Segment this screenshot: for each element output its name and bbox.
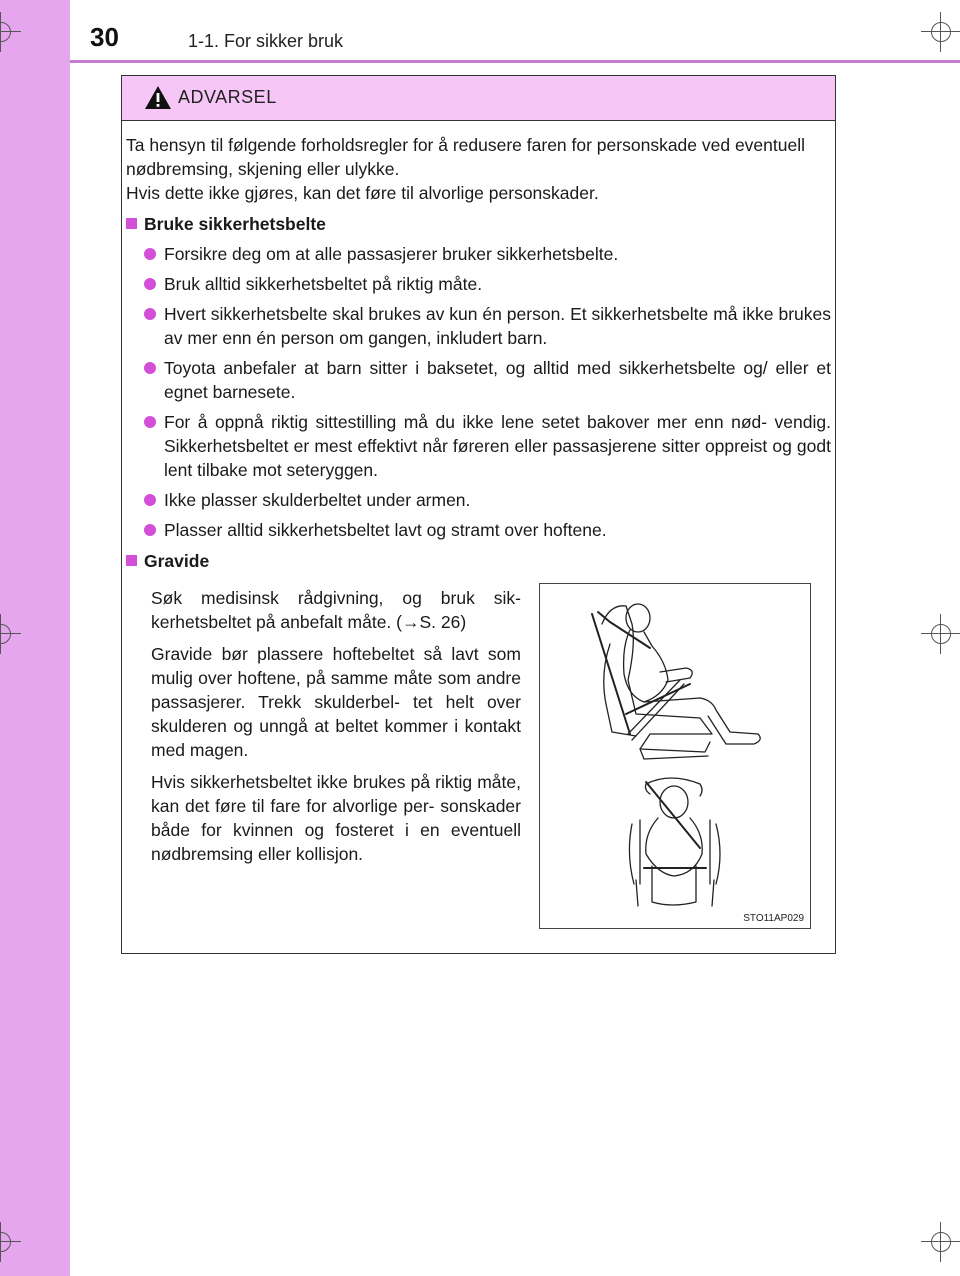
crop-mark-icon [921, 1222, 960, 1262]
crop-mark-icon [0, 614, 21, 654]
circle-bullet-icon [144, 494, 156, 506]
list-item [126, 272, 831, 296]
warning-triangle-icon [144, 85, 172, 110]
list-item [126, 302, 831, 350]
list-item-text: Plasser alltid sikkerhetsbeltet lavt og stramt over hoftene. [164, 520, 607, 540]
crop-mark-icon [0, 1222, 21, 1262]
list-item-text: Bruk alltid sikkerhetsbeltet på riktig måte. [164, 274, 483, 294]
circle-bullet-icon [144, 278, 156, 290]
crop-mark-icon [921, 12, 960, 52]
list-item-text: For å oppnå riktig sittestilling må du ikke lene setet bakover mer enn nød- vendig. Sikkerhetsbeltet er mest effektivt når føreren eller passasjerene sitter oppreist og godt lent tilbake mot seteryggen. [164, 412, 831, 480]
gravide-text [151, 586, 521, 874]
section-heading [126, 549, 831, 573]
list-item [126, 518, 831, 542]
circle-bullet-icon [144, 308, 156, 320]
circle-bullet-icon [144, 362, 156, 374]
intro-paragraph: Ta hensyn til følgende forholdsregler for å redusere faren for personskade ved eventuell nødbremsing, skjening eller ulykke. [126, 135, 806, 179]
list-item-text: Hvert sikkerhetsbelte skal brukes av kun én person. Et sikkerhetsbelte må ikke brukes av mer enn én person om gangen, inkludert barn. [164, 304, 831, 348]
crop-mark-icon [921, 614, 960, 654]
crop-mark-icon [0, 12, 21, 52]
page-number: 30 [90, 22, 119, 52]
square-bullet-icon [126, 555, 137, 566]
seatbelt-illustration [539, 583, 811, 929]
warning-header [122, 76, 835, 121]
paragraph: Søk medisinsk rådgivning, og bruk sik- kerhetsbeltet på anbefalt måte. (→S. 26) [151, 588, 521, 632]
gravide-section [126, 549, 831, 864]
list-item-text: Ikke plasser skulderbeltet under armen. [164, 490, 471, 510]
pregnant-seated-figures-icon [540, 584, 810, 928]
paragraph: Hvis sikkerhetsbeltet ikke brukes på riktig måte, kan det føre til fare for alvorlige per- sonskader både for kvinnen og fosteret i en eventuell nødbremsing eller kollisjon. [151, 772, 521, 864]
list-item-text: Toyota anbefaler at barn sitter i baksetet, og alltid med sikkerhetsbelte og/ eller et egnet barnesete. [164, 358, 831, 402]
warning-body [126, 133, 831, 864]
figure-code: STO11AP029 [743, 913, 804, 924]
section-heading-text: Bruke sikkerhetsbelte [144, 214, 326, 234]
circle-bullet-icon [144, 248, 156, 260]
header-rule [70, 60, 960, 63]
list-item-text: Forsikre deg om at alle passasjerer bruker sikkerhetsbelte. [164, 244, 619, 264]
list-item [126, 410, 831, 482]
square-bullet-icon [126, 218, 137, 229]
section-heading-text: Gravide [144, 551, 210, 571]
list-item [126, 488, 831, 512]
section-heading [126, 212, 831, 236]
intro-paragraph: Hvis dette ikke gjøres, kan det føre til alvorlige personskader. [126, 183, 599, 203]
warning-label: ADVARSEL [178, 87, 277, 107]
warning-intro [126, 133, 831, 205]
warning-box [121, 75, 836, 954]
circle-bullet-icon [144, 416, 156, 428]
list-item [126, 356, 831, 404]
section-title: 1-1. For sikker bruk [188, 31, 344, 51]
paragraph: Gravide bør plassere hoftebeltet så lavt som mulig over hoftene, på samme måte som andre passasjerer. Trekk skulderbel- tet helt over skulderen og unngå at beltet kommer i kontakt med magen. [151, 644, 521, 760]
circle-bullet-icon [144, 524, 156, 536]
list-item [126, 242, 831, 266]
